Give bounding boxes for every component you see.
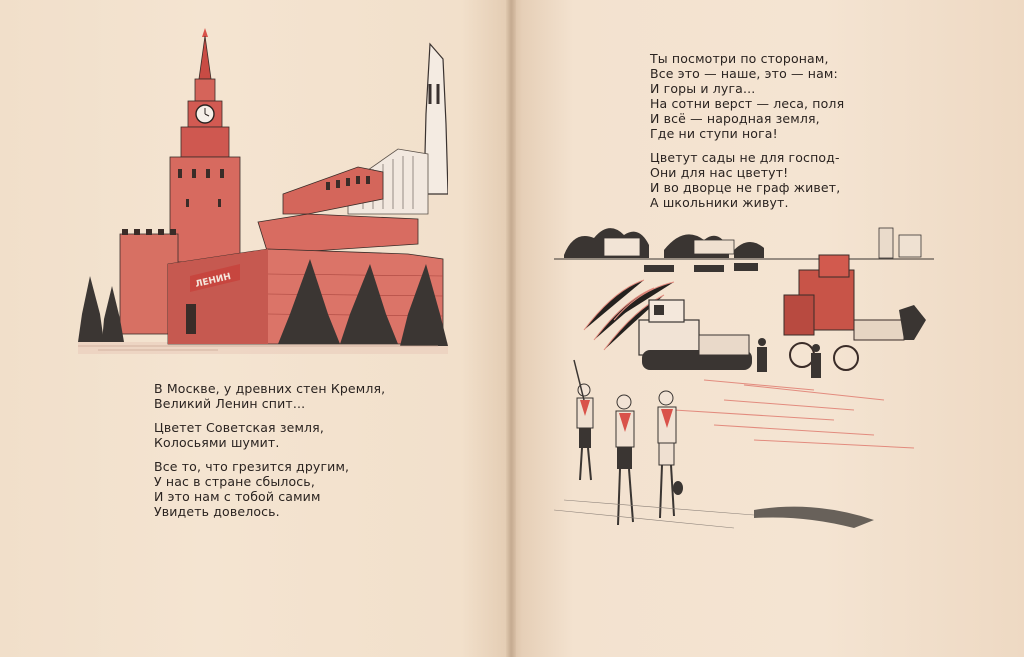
tractor [639,300,752,370]
poem-line: Ты посмотри по сторонам, [650,51,829,66]
left-stanza-1 [154,381,385,411]
poem-line: Цветет Советская земля, [154,420,324,435]
left-page [0,0,510,657]
poem-line: Все это — наше, это — нам: [650,66,838,81]
poem-line: Цветут сады не для господ- [650,150,840,165]
harvest-field-illustration [554,210,969,545]
poem-line: И всё — народная земля, [650,111,820,126]
poem-line: Они для нас цветут! [650,165,789,180]
right-poem [650,51,844,219]
left-stanza-3 [154,459,385,519]
poem-line: Колосьями шумит. [154,435,280,450]
kremlin-mausoleum-illustration [78,24,448,364]
left-poem [154,381,385,528]
poem-line: В Москве, у древних стен Кремля, [154,381,386,396]
poem-line: Все то, что грезится другим, [154,459,350,474]
field-workers [757,338,821,378]
right-stanza-2 [650,150,844,210]
poem-line: Где ни ступи нога! [650,126,778,141]
mausoleum-sign: ЛЕНИН [194,272,232,290]
poem-line: Увидеть довелось. [154,504,280,519]
poem-line: А школьники живут. [650,195,789,210]
village-horizon [554,228,934,259]
right-stanza-1 [650,51,844,141]
poem-line: Великий Ленин спит... [154,396,306,411]
combine-harvester [784,255,926,370]
poem-line: У нас в стране сбылось, [154,474,315,489]
spasskaya-tower [170,28,240,262]
left-stanza-2 [154,420,385,450]
poem-line: И это нам с тобой самим [154,489,321,504]
poem-line: На сотни верст — леса, поля [650,96,845,111]
poem-line: И горы и луга... [650,81,756,96]
right-page [514,0,1024,657]
pioneer-children [574,360,683,525]
poem-line: И во дворце не граф живет, [650,180,841,195]
